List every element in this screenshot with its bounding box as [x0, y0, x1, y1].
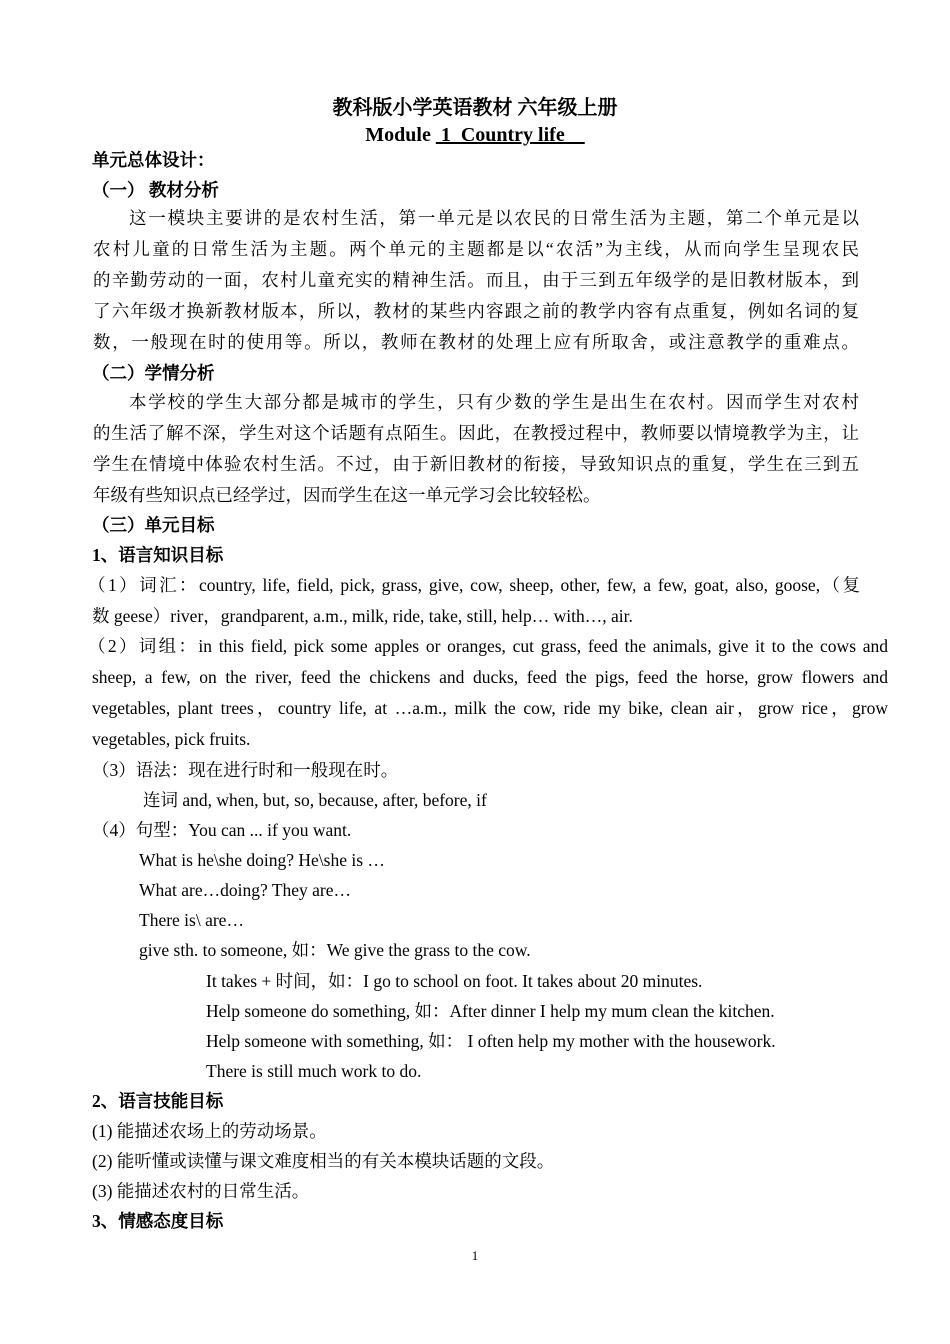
section1-line: 数，一般现在时的使用等。所以，教师在教材的处理上应有所取舍，或注意教学的重难点。 — [93, 332, 859, 352]
grammar-line: （3）语法：现在进行时和一般现在时。 — [92, 760, 399, 780]
phrase-line: vegetables, pick fruits. — [92, 729, 251, 749]
module-name: 1 Country life — [435, 124, 585, 146]
phrase-line: （2）词组：in this field, pick some apples or oranges, cut grass, feed the animals, give it to the cows and — [88, 636, 888, 656]
goal1-heading: 1、语言知识目标 — [92, 545, 224, 565]
goal2-heading: 2、语言技能目标 — [92, 1091, 224, 1111]
goal2-item: (2) 能听懂或读懂与课文难度相当的有关本模块话题的文段。 — [92, 1151, 555, 1171]
section1-heading: （一） 教材分析 — [92, 180, 219, 200]
page-number: 1 — [471, 1248, 479, 1263]
goal2-item: (1) 能描述农场上的劳动场景。 — [92, 1121, 327, 1141]
pattern-item: There is still much work to do. — [206, 1061, 422, 1081]
pattern-item: There is\ are… — [139, 910, 244, 930]
pattern-item: give sth. to someone, 如：We give the grass to the cow. — [139, 940, 531, 960]
pattern-line: （4）句型：You can ... if you want. — [92, 820, 352, 840]
pattern-item: Help someone with something, 如： I often help my mother with the housework. — [206, 1031, 776, 1051]
section1-line: 农村儿童的日常生活为主题。两个单元的主题都是以“农活”为主线，从而向学生呈现农民 — [93, 239, 859, 259]
document-title: 教科版小学英语教材 六年级上册 — [332, 97, 618, 119]
goal3-heading: 3、情感态度目标 — [92, 1211, 224, 1231]
section1-line: 这一模块主要讲的是农村生活，第一单元是以农民的日常生活为主题，第二个单元是以 — [129, 208, 859, 228]
vocab-line: 数 geese）river，grandparent, a.m., milk, ride, take, still, help… with…, air. — [92, 606, 633, 626]
section1-line: 了六年级才换新教材版本，所以，教材的某些内容跟之前的教学内容有点重复，例如名词的复 — [93, 301, 859, 321]
pattern-item: What is he\she doing? He\she is … — [139, 850, 385, 870]
phrase-line: vegetables, plant trees，country life, at …a.m., milk the cow, ride my bike, clean air，grow rice，grow — [92, 698, 888, 718]
section2-line: 学生在情境中体验农村生活。不过，由于新旧教材的衔接，导致知识点的重复，学生在三到五 — [93, 454, 859, 474]
section3-heading: （三）单元目标 — [92, 515, 215, 535]
section2-heading: （二）学情分析 — [92, 363, 215, 383]
pattern-item: Help someone do something, 如：After dinner I help my mum clean the kitchen. — [206, 1001, 775, 1021]
module-label: Module — [365, 124, 436, 146]
section2-line: 的生活了解不深，学生对这个话题有点陌生。因此，在教授过程中，教师要以情境教学为主，让 — [93, 423, 859, 443]
section2-line: 本学校的学生大部分都是城市的学生，只有少数的学生是出生在农村。因而学生对农村 — [129, 392, 859, 412]
unit-design-heading: 单元总体设计： — [92, 150, 215, 170]
goal2-item: (3) 能描述农村的日常生活。 — [92, 1181, 310, 1201]
pattern-item: It takes + 时间，如：I go to school on foot. It takes about 20 minutes. — [206, 971, 703, 991]
section1-line: 的辛勤劳动的一面，农村儿童充实的精神生活。而且，由于三到五年级学的是旧教材版本，到 — [93, 270, 859, 290]
pattern-item: What are…doing? They are… — [139, 880, 352, 900]
vocab-line: （1）词汇：country, life, field, pick, grass, give, cow, sheep, other, few, a few, goat, also, goose,（复 — [88, 575, 860, 595]
section2-line: 年级有些知识点已经学过，因而学生在这一单元学习会比较轻松。 — [93, 485, 601, 505]
phrase-line: sheep, a few, on the river, feed the chickens and ducks, feed the pigs, feed the horse, grow flowers and — [92, 667, 888, 687]
conjunction-line: 连词 and, when, but, so, because, after, before, if — [143, 790, 487, 810]
